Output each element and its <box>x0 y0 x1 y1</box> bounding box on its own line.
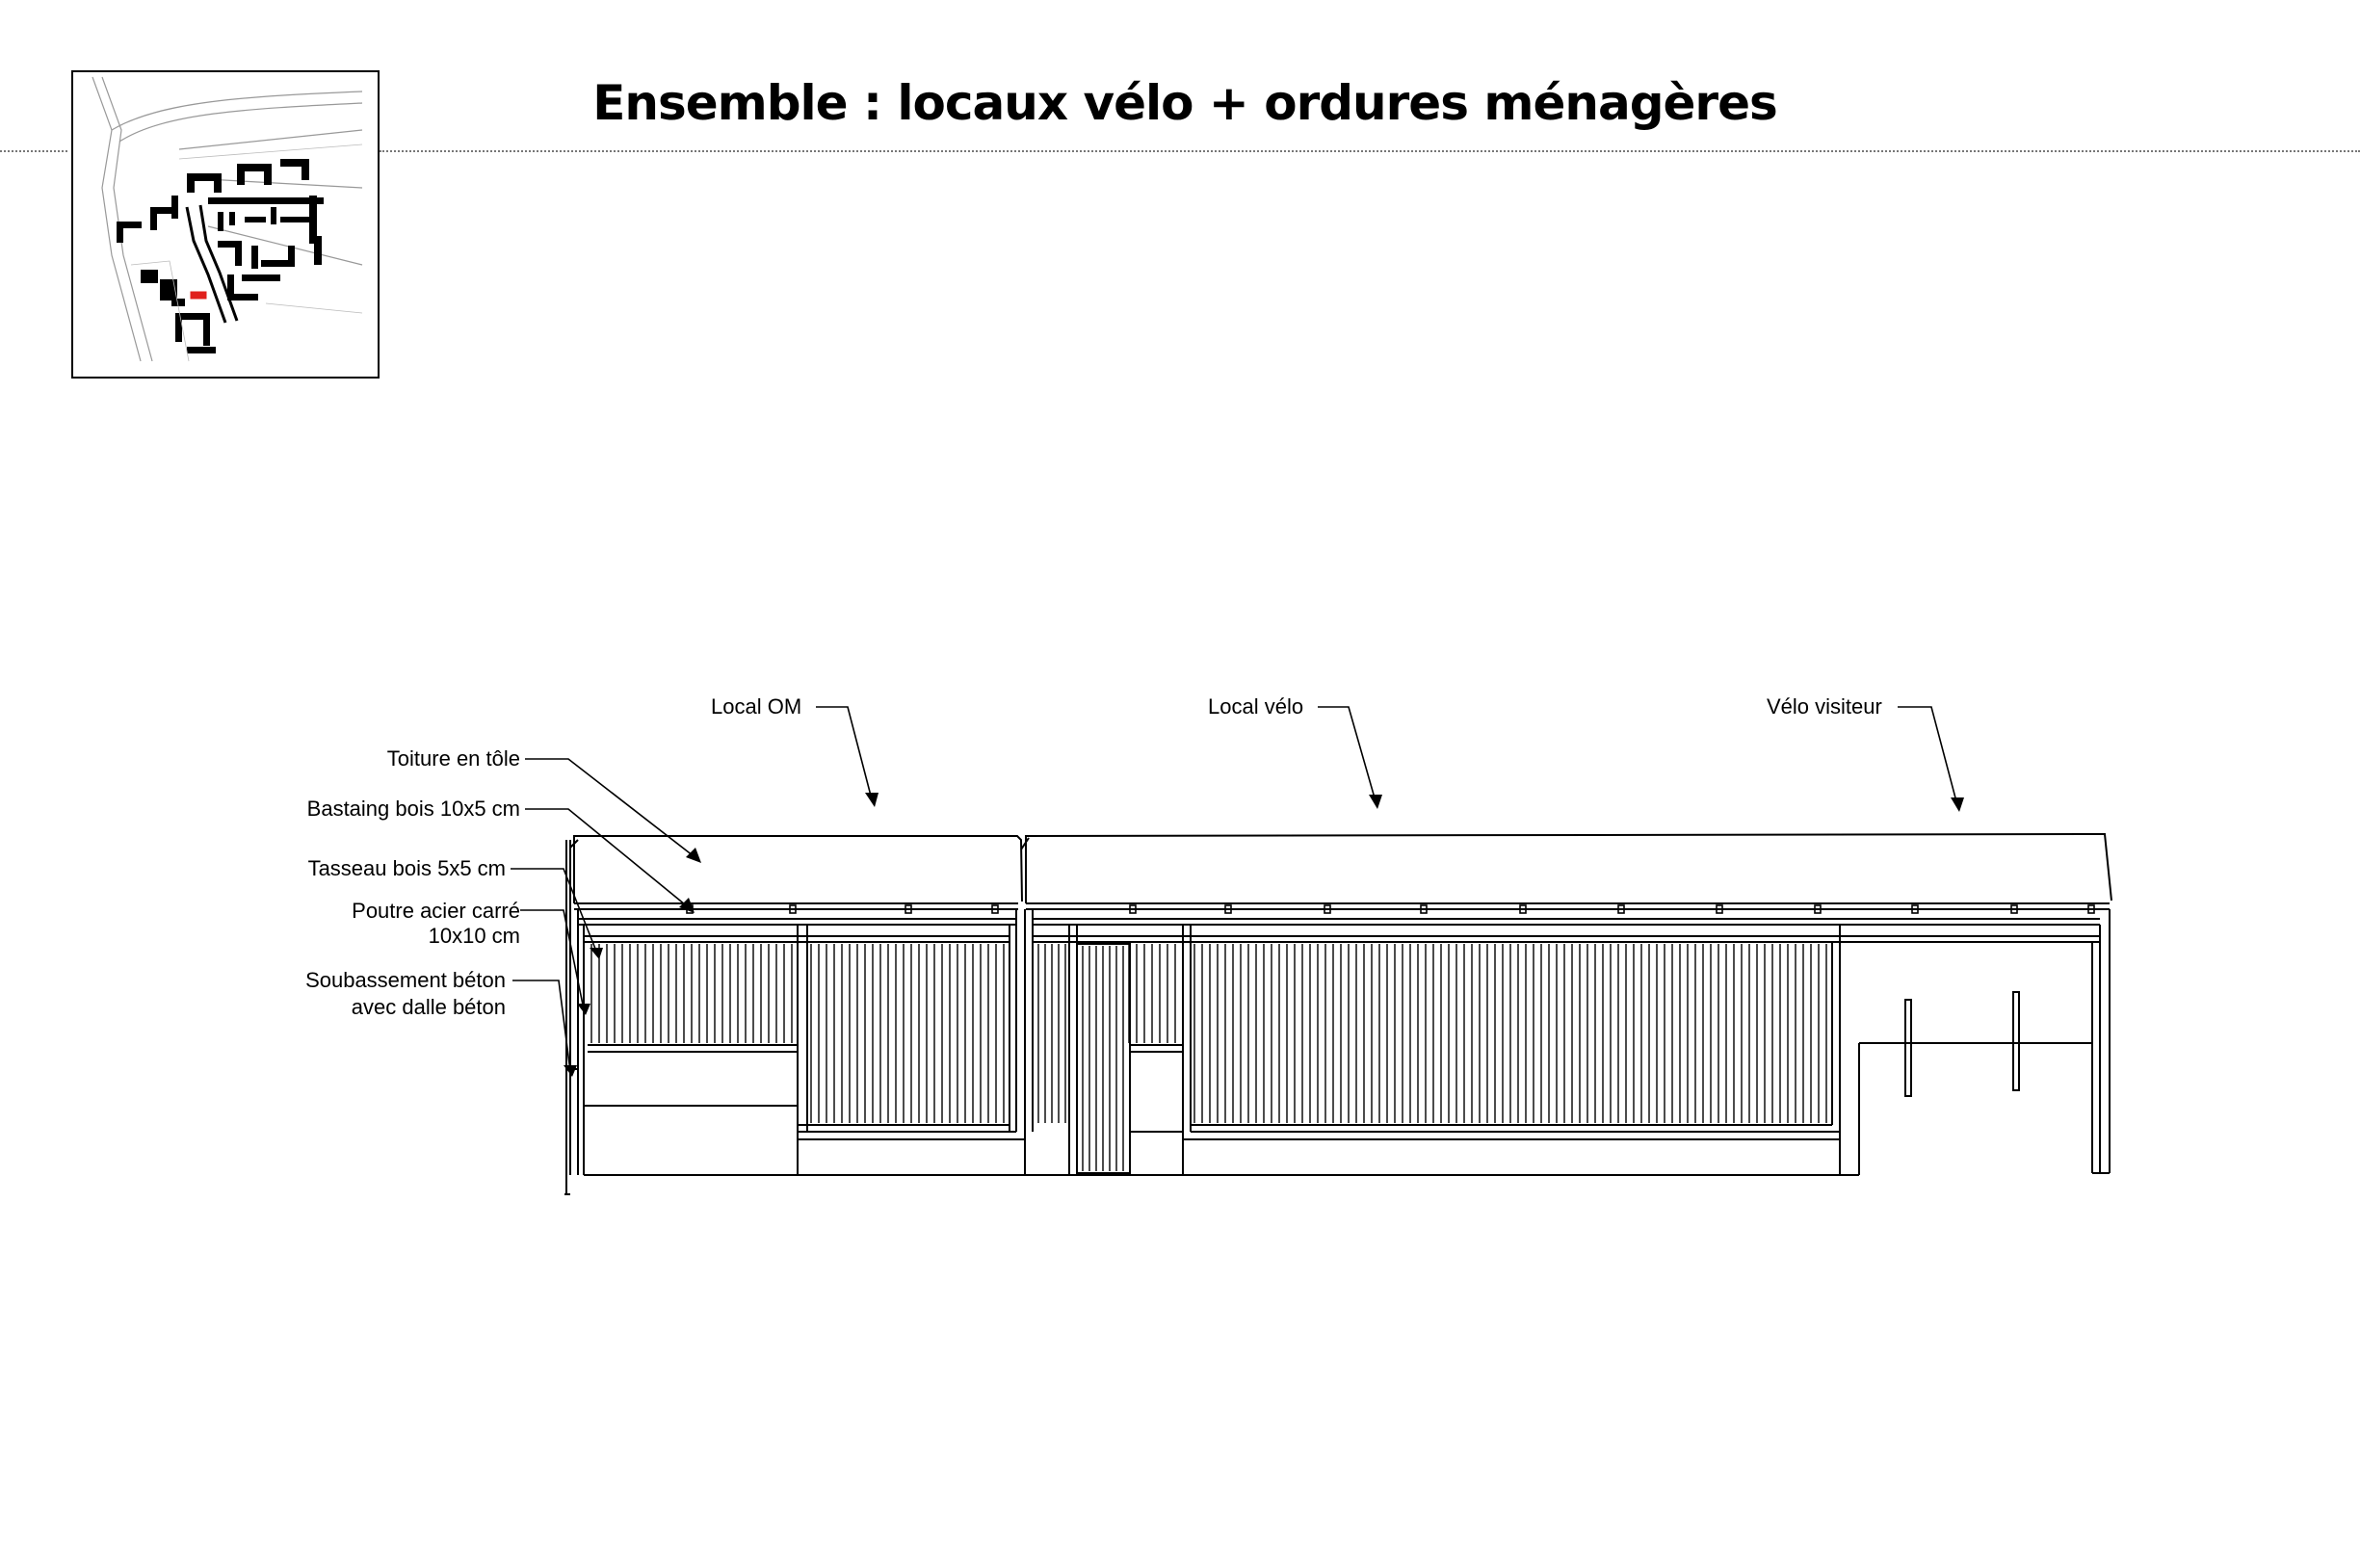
page-title: Ensemble : locaux vélo + ordures ménagères <box>592 75 1777 131</box>
leader-velo-visiteur <box>1898 707 1957 805</box>
label-bastaing: Bastaing bois 10x5 cm <box>306 797 520 821</box>
label-poutre-line1: Poutre acier carré <box>352 899 520 923</box>
leader-poutre <box>520 910 584 1009</box>
arrow-velo-visiteur <box>1951 797 1964 812</box>
roof-local-velo <box>1026 834 2111 903</box>
label-soubassement-line1: Soubassement béton <box>305 968 506 992</box>
leader-local-om <box>816 707 872 799</box>
label-poutre-line2: 10x10 cm <box>428 924 520 948</box>
label-local-velo: Local vélo <box>1208 694 1304 719</box>
arrow-toiture <box>686 848 701 863</box>
label-local-om: Local OM <box>711 694 802 719</box>
label-soubassement-line2: avec dalle béton <box>351 995 506 1019</box>
leader-bastaing <box>525 809 691 909</box>
leader-local-velo <box>1318 707 1376 801</box>
label-velo-visiteur: Vélo visiteur <box>1767 694 1882 719</box>
leader-soubassement <box>512 980 570 1071</box>
arrow-local-velo <box>1369 795 1382 809</box>
label-toiture: Toiture en tôle <box>386 746 520 771</box>
arrow-local-om <box>865 793 878 807</box>
label-tasseau: Tasseau bois 5x5 cm <box>307 856 506 880</box>
